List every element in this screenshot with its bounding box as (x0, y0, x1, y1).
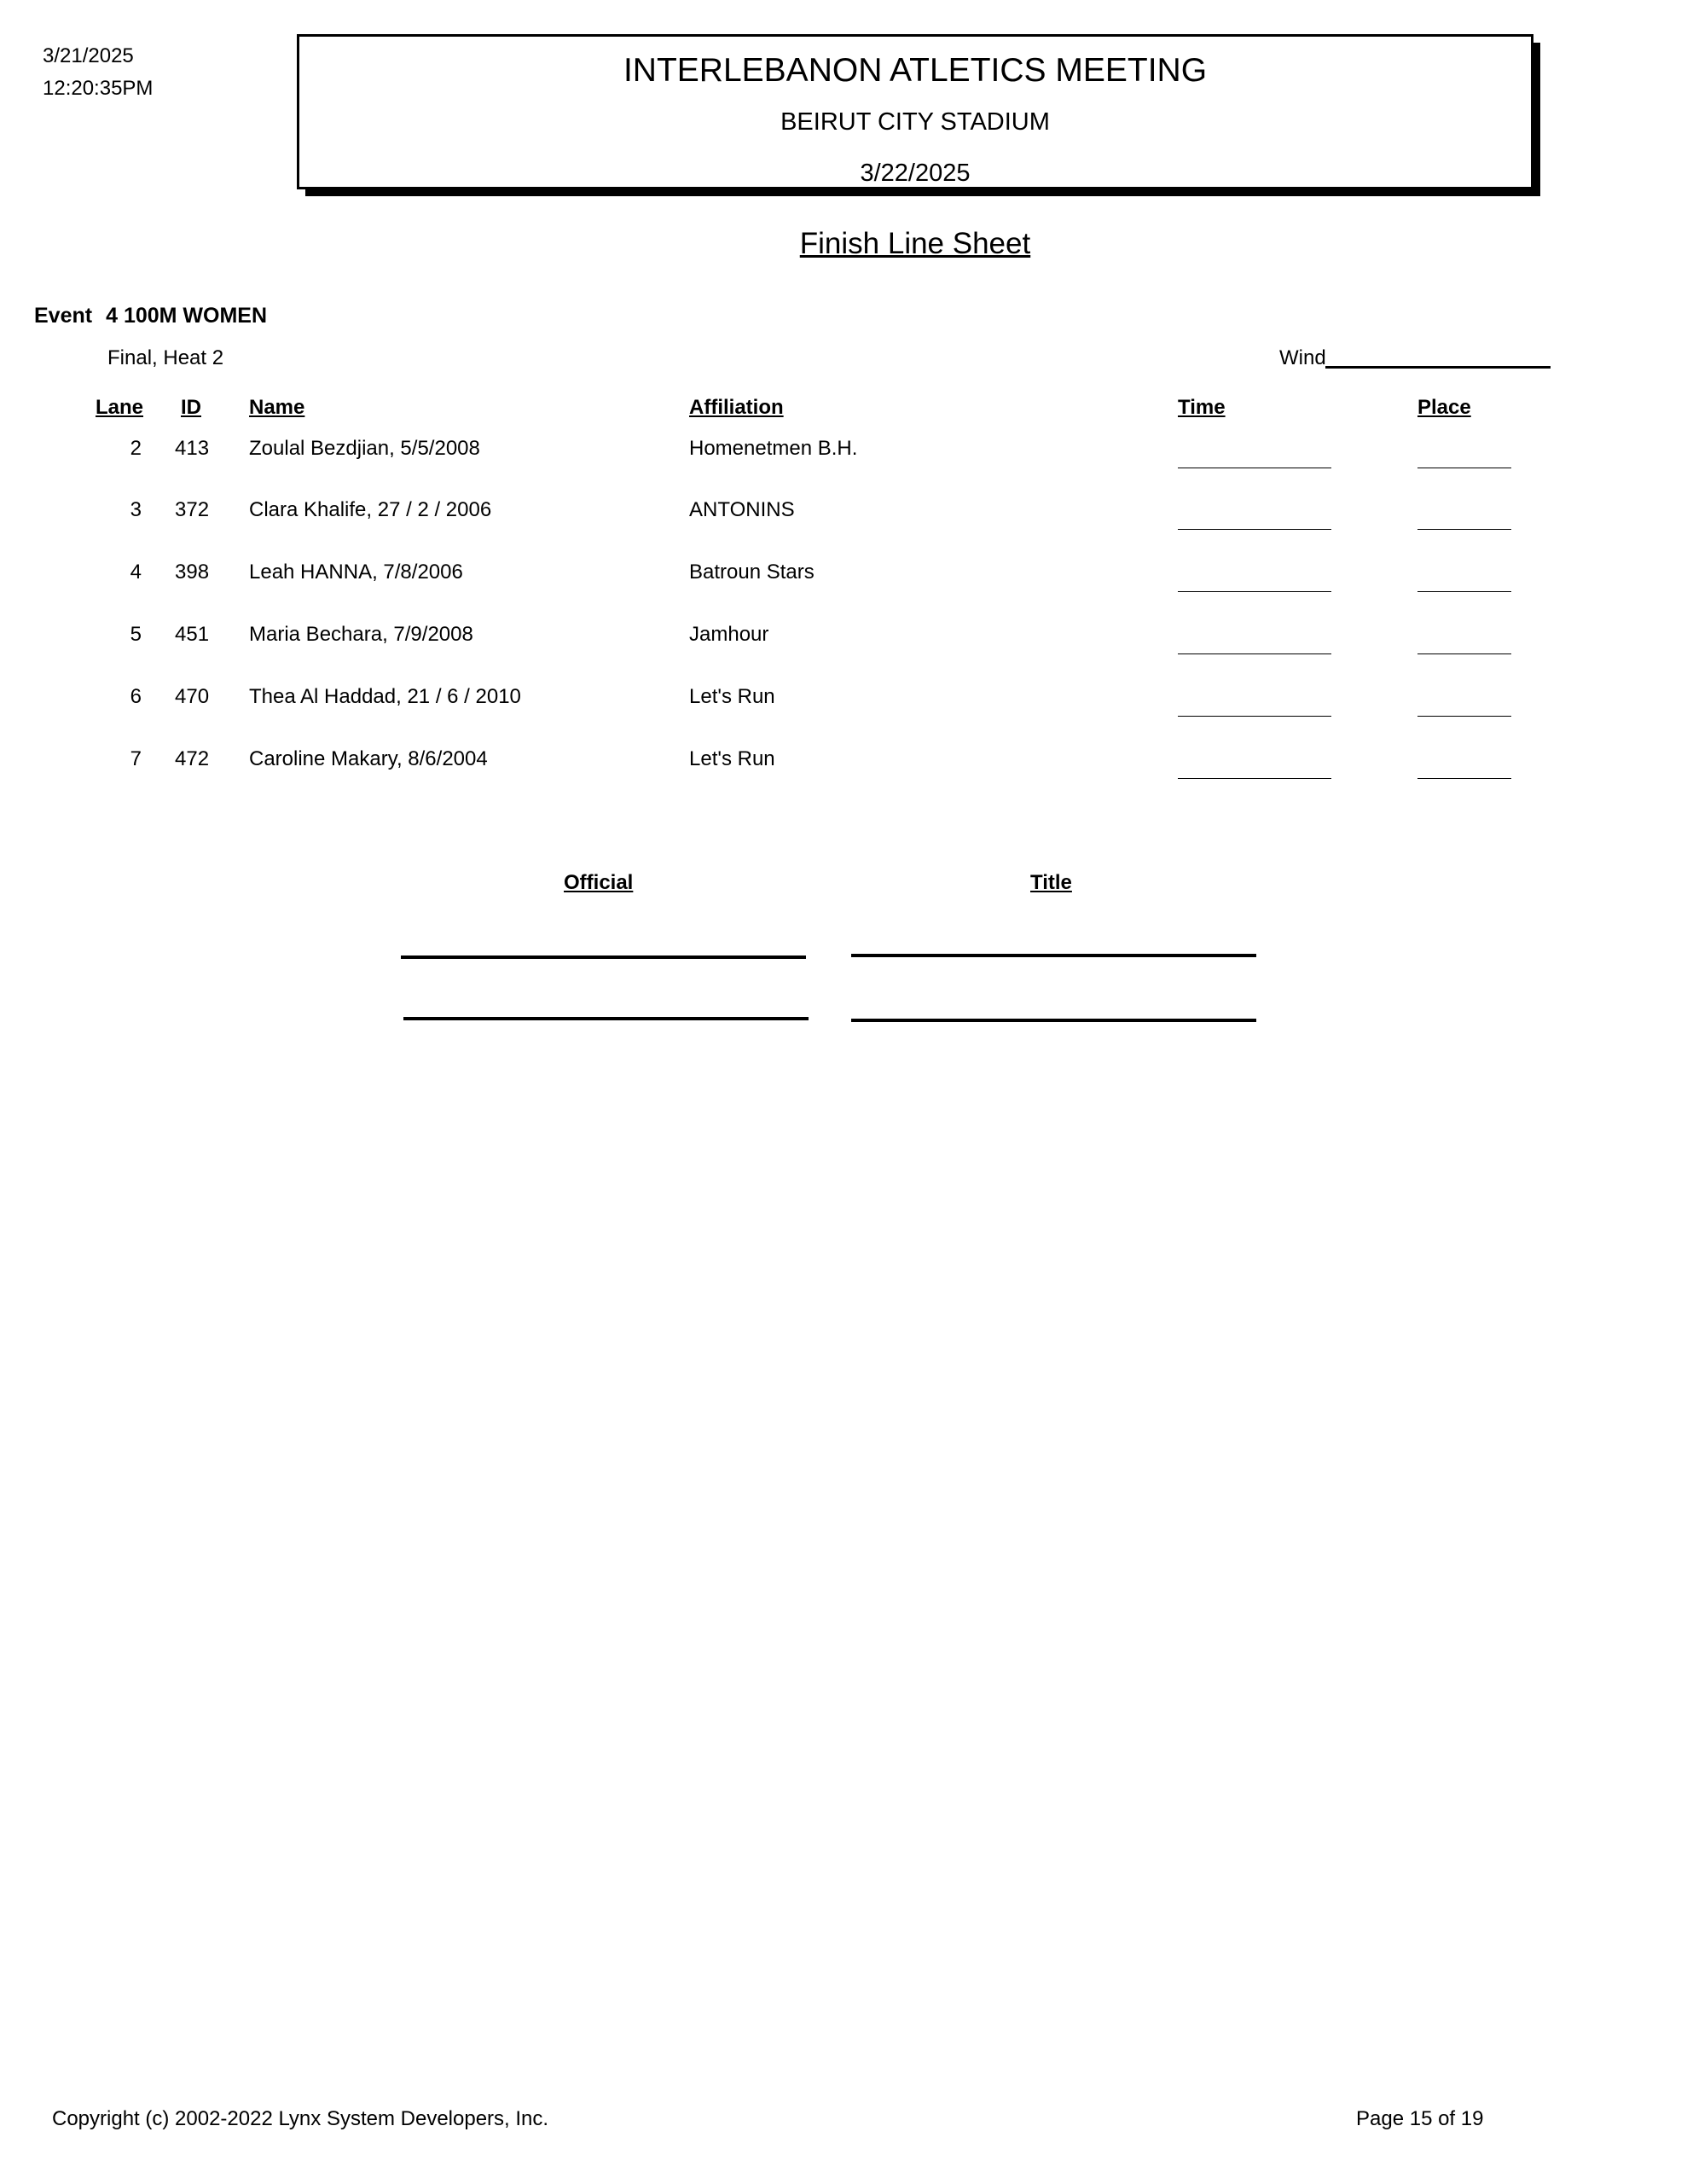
time-entry-line[interactable] (1178, 778, 1331, 779)
affiliation-cell: Let's Run (689, 747, 775, 770)
wind-entry-line[interactable] (1325, 366, 1551, 369)
name-cell: Maria Bechara, 7/9/2008 (249, 623, 473, 646)
place-entry-line[interactable] (1417, 716, 1511, 717)
lane-cell: 3 (130, 498, 142, 521)
lane-cell: 7 (130, 747, 142, 770)
table-row (0, 437, 1687, 471)
name-cell: Caroline Makary, 8/6/2004 (249, 747, 488, 770)
col-header-time: Time (1178, 396, 1226, 419)
official-label: Official (564, 871, 634, 894)
wind-label: Wind (1279, 346, 1326, 369)
print-time: 12:20:35PM (43, 77, 154, 100)
table-row (0, 623, 1687, 657)
id-cell: 413 (175, 437, 210, 460)
time-entry-line[interactable] (1178, 653, 1331, 654)
affiliation-cell: Batroun Stars (689, 561, 815, 584)
id-cell: 470 (175, 685, 210, 708)
sheet-title: Finish Line Sheet (799, 227, 1031, 260)
event-label: Event (34, 304, 93, 328)
meet-date: 3/22/2025 (860, 160, 971, 187)
lane-cell: 6 (130, 685, 142, 708)
time-entry-line[interactable] (1178, 529, 1331, 530)
affiliation-cell: Let's Run (689, 685, 775, 708)
affiliation-cell: ANTONINS (689, 498, 795, 521)
col-header-id: ID (181, 396, 201, 419)
id-cell: 472 (175, 747, 210, 770)
lane-cell: 4 (130, 561, 142, 584)
lane-cell: 2 (130, 437, 142, 460)
affiliation-cell: Jamhour (689, 623, 769, 646)
official-signature-line[interactable] (403, 1017, 809, 1020)
name-cell: Zoulal Bezdjian, 5/5/2008 (249, 437, 480, 460)
place-entry-line[interactable] (1417, 591, 1511, 592)
title-signature-line[interactable] (851, 1019, 1256, 1022)
col-header-place: Place (1417, 396, 1471, 419)
event-title: 4 100M WOMEN (106, 304, 268, 328)
place-entry-line[interactable] (1417, 653, 1511, 654)
table-row (0, 685, 1687, 719)
id-cell: 451 (175, 623, 210, 646)
header-box (297, 34, 1533, 189)
col-header-name: Name (249, 396, 305, 419)
title-label: Title (1030, 871, 1072, 894)
table-row (0, 561, 1687, 595)
place-entry-line[interactable] (1417, 529, 1511, 530)
copyright-notice: Copyright (c) 2002-2022 Lynx System Developers, Inc. (52, 2107, 549, 2130)
name-cell: Leah HANNA, 7/8/2006 (249, 561, 463, 584)
venue-name: BEIRUT CITY STADIUM (780, 108, 1050, 136)
col-header-affiliation: Affiliation (689, 396, 784, 419)
name-cell: Thea Al Haddad, 21 / 6 / 2010 (249, 685, 521, 708)
place-entry-line[interactable] (1417, 778, 1511, 779)
id-cell: 398 (175, 561, 210, 584)
affiliation-cell: Homenetmen B.H. (689, 437, 858, 460)
page-number: Page 15 of 19 (1356, 2107, 1484, 2130)
event-round: Final, Heat 2 (107, 346, 224, 369)
table-row (0, 747, 1687, 781)
meet-name: INTERLEBANON ATLETICS MEETING (623, 52, 1208, 89)
name-cell: Clara Khalife, 27 / 2 / 2006 (249, 498, 492, 521)
print-date: 3/21/2025 (43, 44, 134, 67)
lane-cell: 5 (130, 623, 142, 646)
official-signature-line[interactable] (401, 956, 806, 959)
col-header-lane: Lane (96, 396, 144, 419)
id-cell: 372 (175, 498, 210, 521)
time-entry-line[interactable] (1178, 591, 1331, 592)
title-signature-line[interactable] (851, 954, 1256, 957)
time-entry-line[interactable] (1178, 716, 1331, 717)
table-row (0, 498, 1687, 532)
event-heading (34, 304, 267, 328)
